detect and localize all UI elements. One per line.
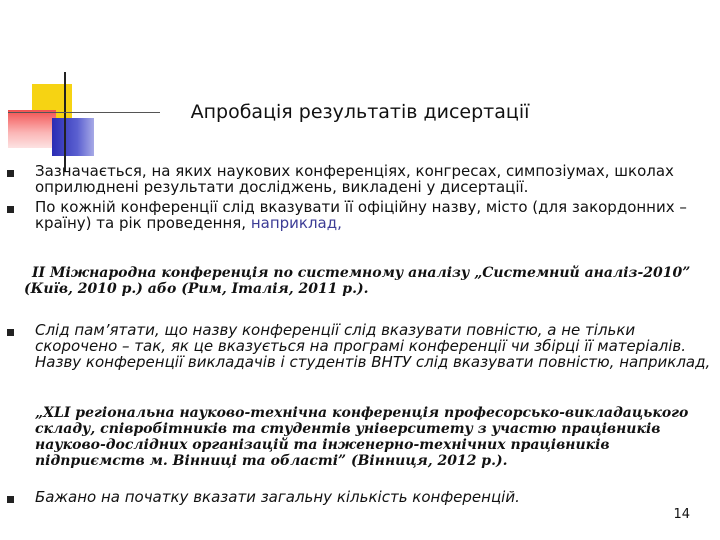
bullet-item-2 [35, 199, 715, 231]
bullet-item-2-text: По кожній конференції слід вказувати її офіційну назву, місто (для закордонних – країну) та рік проведення, [35, 198, 687, 232]
bullet-square-icon [7, 206, 14, 213]
bullet-square-icon [7, 329, 14, 336]
example-conference-1: II Міжнародна конференція по системному аналізу „Системний аналіз-2010” (Київ, 2010 р.) або (Рим, Італія, 2011 р.). [24, 265, 691, 297]
bullet-item-3 [35, 322, 717, 370]
page-number: 14 [673, 507, 690, 522]
example-conference-2: „XLI регіональна науково-технічна конференція професорсько-викладацького складу, співробітників та студентів університету з участю працівників науково-дослідних організацій та інженерно-технічних працівників підприємств м. Вінниці та області” (Вінниця, 2012 р.). [35, 405, 689, 469]
bullet-square-icon [7, 170, 14, 177]
bullet-item-3-lead: Слід [35, 321, 70, 339]
decor-blue-square [52, 118, 94, 156]
bullet-item-4: Бажано на початку вказати загальну кількість конференцій. [35, 488, 520, 506]
bullet-item-2-accent: наприклад, [246, 214, 342, 232]
slide-title: Апробація результатів дисертації [190, 101, 530, 123]
bullet-item-3-text: пам’ятати, що назву конференції слід вказувати повністю, а не тільки скорочено – так, як це вказується на програмі конференції чи збірці її матеріалів. Назву конференції викладачів і студентів ВНТУ слід вказувати повністю, наприклад, [35, 321, 711, 371]
bullet-square-icon [7, 496, 14, 503]
bullet-item-1: Зазначається, на яких наукових конференціях, конгресах, симпозіумах, школах оприлюднені результати досліджень, викладені у дисертації. [35, 162, 674, 196]
